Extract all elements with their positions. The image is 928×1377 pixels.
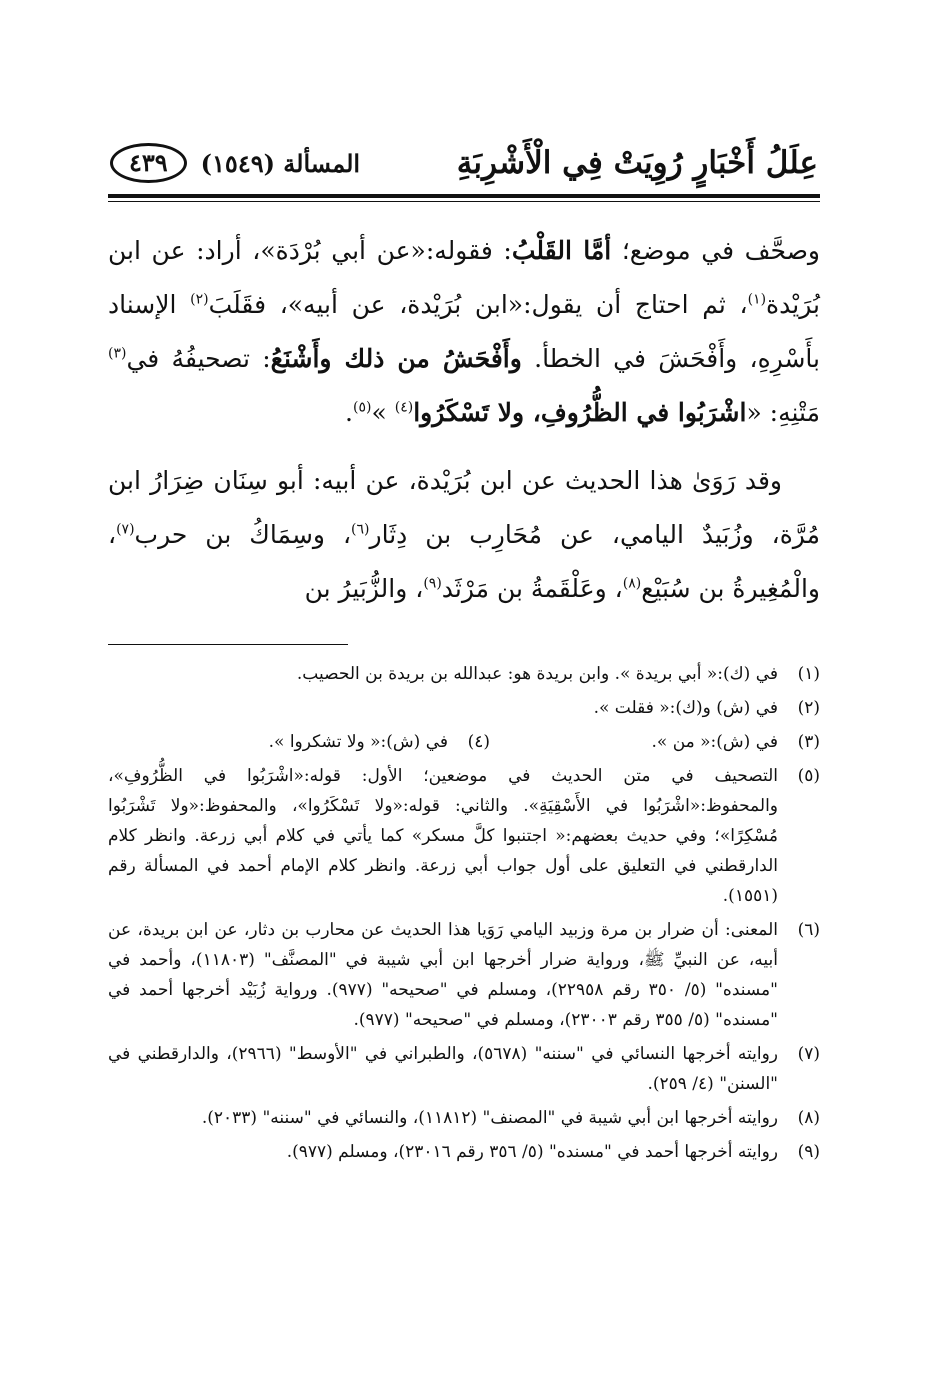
header-rule-thick bbox=[108, 194, 820, 198]
issue-label: المسألة (١٥٤٩) bbox=[200, 148, 361, 178]
footnote-4 bbox=[160, 727, 490, 757]
bold-quote: اشْرَبُوا في الظُّرُوفِ، ولا تَسْكَرُوا bbox=[413, 398, 747, 427]
footnote-text: في (ش):« ولا تشكروا ». bbox=[268, 732, 448, 752]
text-run: مَتْنِهِ: « bbox=[746, 398, 820, 427]
text-run: ، ثم احتاج أن يقول:«ابن بُرَيْدة، عن أبيه»، فقَلَبَ bbox=[208, 290, 748, 319]
footnote-number: (٧) bbox=[797, 1044, 820, 1064]
footnote-text: التصحيف في متن الحديث في موضعين؛ الأول: قوله:«اشْرَبُوا في الظُّرُوفِ»، والمحفوظ:«اشْرَبُوا في الأَسْقِيَةِ». والثاني: قوله:«ولا تَسْكَرُوا»، والمحفوظ:«ولا تَشْرَبُوا مُسْكِرًا»؛ وفي حديث بعضهم:« اجتنبوا كلَّ مسكر» كما يأتي في كلام أبي زرعة. وانظر كلام الدارقطني في التعليق على أول جواب أبي زرعة. وانظر كلام الإمام أحمد في المسألة رقم (١٥٥١). bbox=[108, 766, 778, 906]
text-run: : تصحيفُهُ في bbox=[126, 344, 271, 373]
footnote-number: (٥) bbox=[797, 766, 820, 786]
main-text bbox=[108, 224, 820, 616]
footnote-6 bbox=[108, 915, 820, 1035]
footnote-ref: (٦) bbox=[351, 521, 370, 538]
footnote-number: (٨) bbox=[797, 1108, 820, 1128]
footnote-ref: (٣) bbox=[108, 345, 127, 362]
text-run: ، والْمُغِيرةُ بن سُبَيْع bbox=[108, 520, 820, 603]
footnote-9 bbox=[108, 1137, 820, 1167]
text-run: . bbox=[345, 398, 353, 427]
text-run: » bbox=[371, 398, 395, 427]
footnote-separator bbox=[108, 644, 348, 645]
footnote-number: (٢) bbox=[797, 698, 820, 718]
footnote-2 bbox=[108, 693, 820, 723]
book-page bbox=[108, 138, 820, 1171]
footnote-1 bbox=[108, 659, 820, 689]
header-rule-thin bbox=[108, 201, 820, 202]
running-header bbox=[108, 138, 820, 188]
footnote-ref: (٥) bbox=[353, 399, 372, 416]
page-number: ٤٣٩ bbox=[110, 143, 187, 183]
footnote-8 bbox=[108, 1103, 820, 1133]
paragraph-1 bbox=[108, 224, 820, 440]
footnote-text: روايته أخرجها النسائي في "سننه" (٥٦٧٨)، والطبراني في "الأوسط" (٢٩٦٦)، والدارقطني في "السنن" (٤/ ٢٥٩). bbox=[108, 1044, 778, 1094]
header-issue-group bbox=[110, 143, 360, 183]
footnote-ref: (٧) bbox=[116, 521, 135, 538]
footnote-3 bbox=[490, 727, 820, 757]
bold-term: وأَفْحَشُ من ذلك وأَشْنَعُ bbox=[270, 344, 522, 373]
footnote-pair-3-4 bbox=[108, 727, 820, 761]
text-run: ، والزُّبَيرُ بن bbox=[304, 574, 424, 603]
footnote-text: في (ك):« أبي بريدة ». وابن بريدة هو: عبدالله بن بريدة بن الحصيب. bbox=[296, 664, 778, 684]
footnote-7 bbox=[108, 1039, 820, 1099]
footnote-ref: (٩) bbox=[423, 575, 442, 592]
footnote-text: روايته أخرجها أحمد في "مسنده" (٥/ ٣٥٦ رقم ٢٣٠١٦)، ومسلم (٩٧٧). bbox=[286, 1142, 778, 1162]
footnote-5 bbox=[108, 761, 820, 911]
footnote-number: (٣) bbox=[797, 732, 820, 752]
bold-term: أمَّا القَلْبُ bbox=[511, 236, 612, 265]
footnotes bbox=[108, 659, 820, 1167]
footnote-ref: (٤) bbox=[394, 399, 414, 416]
footnote-text: في (ش):« من ». bbox=[651, 732, 778, 752]
text-run: ، وسِمَاكُ بن حرب bbox=[134, 520, 352, 549]
footnote-number: (٩) bbox=[797, 1142, 820, 1162]
footnote-number: (٦) bbox=[797, 920, 820, 940]
footnote-number: (٤) bbox=[467, 732, 490, 752]
footnote-ref: (٨) bbox=[622, 575, 642, 592]
footnote-ref: (٢) bbox=[190, 291, 209, 308]
text-run: وقد رَوَىٰ هذا الحديث عن ابن بُرَيْدة، عن أبيه: أبو سِنَان ضِرَارُ ابن مُرَّة، وزُبَيدٌ اليامي، عن مُحَارِب بن دِثَار bbox=[108, 466, 820, 549]
text-run: وصحَّف في موضع؛ bbox=[611, 236, 820, 265]
footnote-text: روايته أخرجها ابن أبي شيبة في "المصنف" (١١٨١٢)، والنسائي في "سننه" (٢٠٣٣). bbox=[201, 1108, 778, 1128]
text-run: ، وعَلْقَمةُ بن مَرْثَد bbox=[441, 574, 623, 603]
paragraph-2 bbox=[108, 454, 820, 616]
footnote-number: (١) bbox=[797, 664, 820, 684]
text-run: : فقوله:«عن أبي بُرْدَة»، أراد: عن ابن بُرَيْدة bbox=[108, 236, 820, 319]
footnote-ref: (١) bbox=[747, 291, 767, 308]
text-run: الإسناد بأَسْرِهِ، وأَفْحَشَ في الخطأ. bbox=[108, 290, 821, 373]
footnote-text: في (ش) و(ك):« فقلت ». bbox=[593, 698, 778, 718]
book-title: عِلَلُ أَخْبَارٍ رُوِيَتْ فِي الْأَشْرِبَةِ bbox=[456, 145, 818, 181]
footnote-text: المعنى: أن ضرار بن مرة وزبيد اليامي رَوَيا هذا الحديث عن محارب بن دثار، عن ابن بريدة، عن أبيه، عن النبيِّ ﷺ، ورواية ضرار أخرجها ابن أبي شيبة في "المصنَّف" (١١٨٠٣)، وأحمد في "مسنده" (٥/ ٣٥٠ رقم ٢٢٩٥٨)، ومسلم في "صحيحه" (٩٧٧). ورواية زُبَيْد أخرجها أحمد في "مسنده" (٥/ ٣٥٥ رقم ٢٣٠٠٣)، ومسلم في "صحيحه" (٩٧٧). bbox=[108, 920, 778, 1030]
